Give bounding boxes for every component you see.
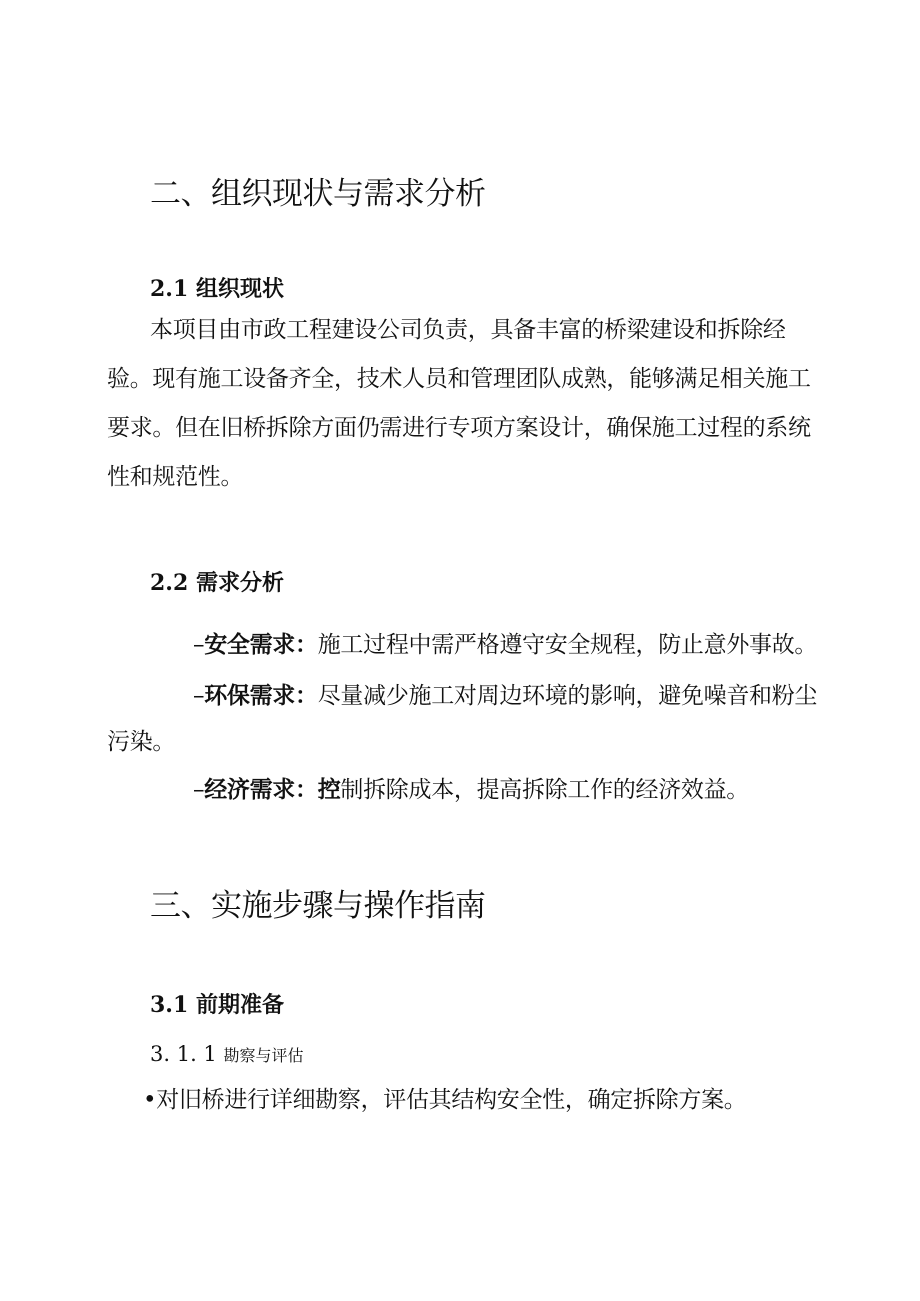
- requirement-item-safety: [107, 622, 823, 668]
- section-2-1-title: 组织现状: [196, 277, 285, 302]
- section-2-heading: 二、组织现状与需求分析: [150, 176, 486, 212]
- requirement-label: 经济需求：控: [204, 777, 341, 803]
- section-2-1-heading: [150, 272, 284, 303]
- section-3-1-1-title: 勘察与评估: [223, 1046, 304, 1065]
- section-3-heading: 三、实施步骤与操作指南: [150, 888, 486, 924]
- bullet-item: •对旧桥进行详细勘察，评估其结构安全性，确定拆除方案。: [143, 1087, 747, 1113]
- section-2-2-heading: [150, 566, 284, 597]
- section-3-1-1-heading: [150, 1042, 303, 1066]
- section-2-1-number: 2.1: [150, 276, 189, 302]
- section-3-1-number: 3.1: [150, 992, 189, 1018]
- requirement-text: 尽量减少施工对周边环境的影响，避免噪音和粉尘污染。: [107, 683, 818, 755]
- list-dash: –: [193, 632, 205, 658]
- requirement-item-economy: [107, 767, 823, 813]
- requirement-text: 制拆除成本，提高拆除工作的经济效益。: [340, 777, 750, 803]
- section-3-1-title: 前期准备: [196, 993, 285, 1018]
- list-dash: –: [193, 777, 205, 803]
- section-3-1-heading: [150, 988, 284, 1019]
- list-dash: –: [193, 683, 205, 709]
- section-2-2-number: 2.2: [150, 570, 189, 596]
- section-2-1-paragraph: 本项目由市政工程建设公司负责，具备丰富的桥梁建设和拆除经验。现有施工设备齐全，技术人员和管理团队成熟，能够满足相关施工要求。但在旧桥拆除方面仍需进行专项方案设计，确保施工过程的系统性和规范性。: [107, 317, 811, 490]
- requirement-item-environment: [107, 673, 823, 765]
- requirement-label: 安全需求：: [204, 632, 318, 658]
- section-2-2-title: 需求分析: [196, 571, 285, 596]
- requirement-label: 环保需求：: [204, 683, 318, 709]
- section-3-1-1-number: 3. 1. 1: [150, 1042, 224, 1066]
- requirement-text: 施工过程中需严格遵守安全规程，防止意外事故。: [317, 632, 818, 658]
